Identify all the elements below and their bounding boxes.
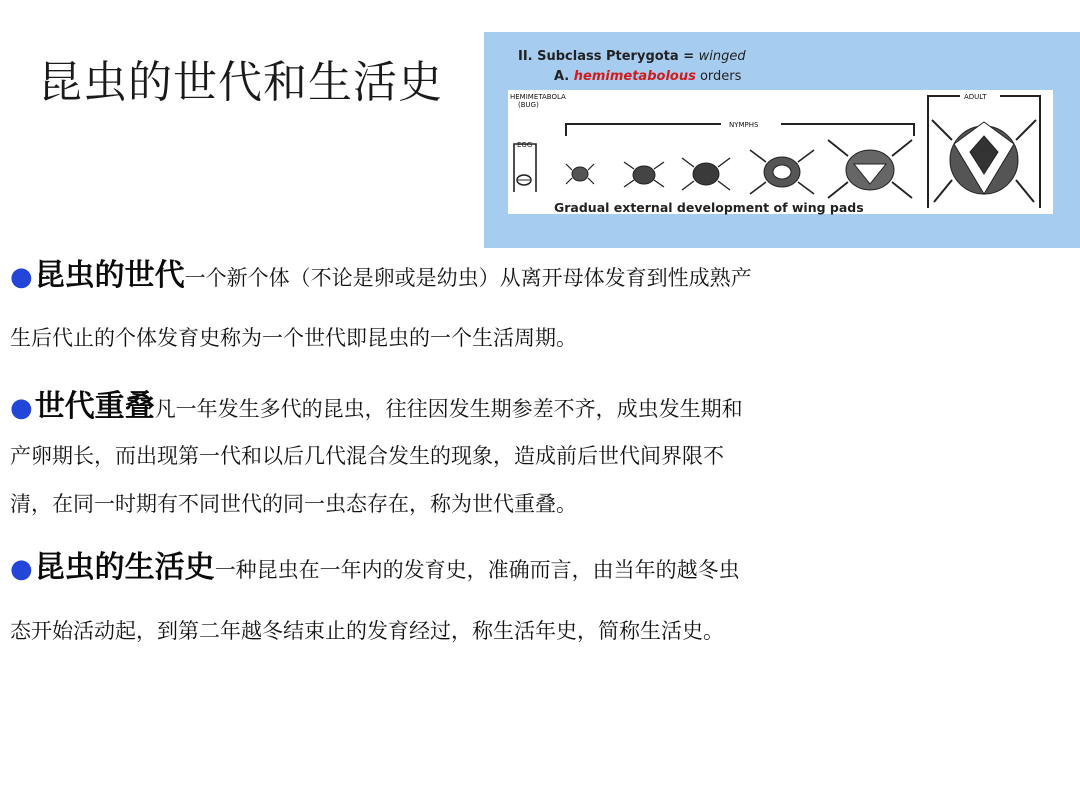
label-egg: EGG <box>517 141 533 149</box>
section-heading: 世代重叠 <box>34 389 155 424</box>
section-life-history <box>10 542 740 586</box>
section-overlapping-generations <box>10 381 743 425</box>
label-nymphs: NYMPHS <box>729 121 759 129</box>
section-heading: 昆虫的生活史 <box>34 550 215 585</box>
section-text-line: 凡一年发生多代的昆虫，往往因发生期参差不齐，成虫发生期和 <box>154 397 743 421</box>
section-generation <box>10 250 752 294</box>
insect-development-figure <box>484 32 1080 248</box>
section-text-line: 生后代止的个体发育史称为一个世代即昆虫的一个生活周期。 <box>10 326 577 350</box>
figure-header-line2: A. hemimetabolous orders <box>554 69 742 84</box>
section-text-line: 一个新个体（不论是卵或是幼虫）从离开母体发育到性成熟产 <box>184 266 752 290</box>
bullet-icon: ● <box>10 554 33 584</box>
page-title: 昆虫的世代和生活史 <box>38 57 443 108</box>
label-adult: ADULT <box>964 93 987 101</box>
section-heading: 昆虫的世代 <box>34 258 185 293</box>
section-text-line: 一种昆虫在一年内的发育史，准确而言，由当年的越冬虫 <box>214 558 740 582</box>
figure-header-line1: II. Subclass Pterygota = winged <box>518 49 746 64</box>
bullet-icon: ● <box>10 262 33 292</box>
label-hemimetabola: HEMIMETABOLA <box>510 93 566 101</box>
section-text-line: 态开始活动起，到第二年越冬结束止的发育经过，称生活年史，简称生活史。 <box>10 619 724 643</box>
section-text-line: 产卵期长，而出现第一代和以后几代混合发生的现象，造成前后世代间界限不 <box>10 444 724 468</box>
figure-illustration <box>484 32 1080 248</box>
label-bug: (BUG) <box>518 101 539 109</box>
bullet-icon: ● <box>10 393 33 423</box>
figure-caption: Gradual external development of wing pads <box>554 200 864 215</box>
section-text-line: 清，在同一时期有不同世代的同一虫态存在，称为世代重叠。 <box>10 492 577 516</box>
